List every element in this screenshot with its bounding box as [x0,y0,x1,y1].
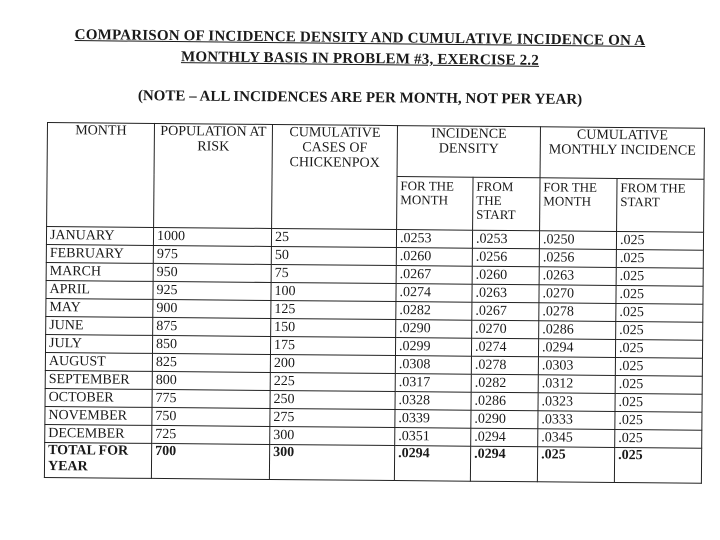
subheader-ci-for-the-month: FOR THE MONTH [540,178,617,232]
cell-ci-start: .025 [616,267,703,286]
cell-cases: 275 [270,408,395,427]
header-cumulative-cases: CUMULATIVE CASES OF CHICKENPOX [272,124,398,229]
cell-id-month: .0253 [396,230,472,249]
cell-month: DECEMBER [45,424,152,443]
cell-ci-start: .025 [615,375,702,394]
cell-month: FEBRUARY [46,244,153,263]
cell-cases: 175 [270,336,395,355]
cell-population-total: 700 [151,443,269,479]
cell-population: 725 [152,425,270,444]
cell-id-start: .0260 [472,266,539,285]
cell-id-month: .0351 [395,428,471,447]
subheader-ci-from-the-start: FROM THE START [617,178,704,232]
cell-month: MARCH [46,262,153,281]
note-text: (NOTE – ALL INCIDENCES ARE PER MONTH, NOT PER YEAR) [137,88,583,108]
cell-ci-start: .025 [615,393,702,412]
cell-ci-month: .0323 [538,393,615,412]
cell-month: APRIL [46,280,153,299]
cell-id-start: .0270 [472,320,539,339]
cell-month: MAY [46,298,153,317]
cell-population: 825 [152,353,270,372]
cell-id-month: .0274 [396,284,472,303]
cell-population: 950 [153,263,271,282]
cell-cases-total: 300 [269,444,394,480]
document-title-line-1: COMPARISON OF INCIDENCE DENSITY AND CUMULATIVE INCIDENCE ON A [74,27,646,49]
cell-month-total: TOTAL FOR YEAR [44,442,151,478]
cell-month: NOVEMBER [45,406,152,425]
cell-cases: 25 [271,228,396,247]
header-incidence-density: INCIDENCE DENSITY [397,126,540,178]
cell-cases: 75 [271,264,396,283]
cell-ci-start: .025 [615,339,702,358]
cell-cases: 125 [271,300,396,319]
cell-population: 1000 [153,227,271,246]
document-title-line-2: MONTHLY BASIS IN PROBLEM #3, EXERCISE 2.2 [180,49,540,69]
cell-id-month-total: .0294 [394,446,470,482]
cell-id-start: .0274 [471,338,538,357]
header-month: MONTH [47,123,155,228]
cell-id-month: .0339 [395,410,471,429]
cell-id-start: .0253 [472,230,539,249]
cell-ci-start: .025 [616,321,703,340]
cell-population: 775 [152,389,270,408]
cell-ci-month: .0286 [539,321,616,340]
cell-id-start: .0267 [472,302,539,321]
cell-id-month: .0328 [395,392,471,411]
cell-ci-month: .0263 [539,267,616,286]
cell-id-month: .0290 [396,320,472,339]
cell-ci-start: .025 [616,285,703,304]
header-population: POPULATION AT RISK [154,123,273,228]
cell-population: 875 [153,317,271,336]
table-body [44,227,703,484]
cell-id-start: .0294 [471,428,538,447]
incidence-table [44,122,705,484]
subheader-id-from-the-start: FROM THE START [473,177,540,231]
cell-id-month: .0299 [395,338,471,357]
cell-ci-month: .0333 [538,411,615,430]
cell-population: 900 [153,299,271,318]
cell-ci-month: .0250 [539,231,616,250]
cell-population: 975 [153,245,271,264]
cell-ci-month: .0312 [538,375,615,394]
cell-cases: 200 [270,354,395,373]
cell-ci-start: .025 [616,231,703,250]
cell-id-month: .0317 [395,374,471,393]
cell-id-start-total: .0294 [470,446,537,482]
cell-cases: 300 [270,426,395,445]
cell-ci-start: .025 [615,357,702,376]
cell-month: AUGUST [45,352,152,371]
cell-id-start: .0263 [472,284,539,303]
cell-ci-month: .0345 [538,429,615,448]
cell-month: JANUARY [46,227,153,246]
cell-id-month: .0308 [395,356,471,375]
table-row-total [44,442,701,483]
cell-ci-start-total: .025 [614,447,701,483]
cell-id-start: .0278 [471,356,538,375]
cell-ci-month: .0278 [539,303,616,322]
cell-month: JUNE [46,316,153,335]
cell-id-start: .0286 [471,392,538,411]
cell-ci-month-total: .025 [537,447,614,483]
cell-id-month: .0267 [396,266,472,285]
cell-cases: 100 [271,282,396,301]
cell-month: OCTOBER [45,388,152,407]
cell-id-start: .0290 [471,410,538,429]
cell-cases: 225 [270,372,395,391]
cell-ci-month: .0256 [539,249,616,268]
cell-cases: 250 [270,390,395,409]
incidence-table-wrapper [44,122,704,528]
cell-population: 925 [153,281,271,300]
header-cumulative-incidence: CUMULATIVE MONTHLY INCIDENCE [540,127,704,179]
cell-population: 750 [152,407,270,426]
cell-population: 800 [152,371,270,390]
cell-ci-start: .025 [616,303,703,322]
cell-ci-start: .025 [616,249,703,268]
subheader-id-for-the-month: FOR THE MONTH [397,177,473,231]
cell-cases: 50 [271,246,396,265]
cell-id-start: .0282 [471,374,538,393]
cell-ci-start: .025 [615,429,702,448]
cell-month: SEPTEMBER [45,370,152,389]
cell-id-month: .0260 [396,248,472,267]
cell-ci-month: .0303 [538,357,615,376]
cell-id-month: .0282 [396,302,472,321]
cell-ci-month: .0294 [538,339,615,358]
cell-ci-month: .0270 [539,285,616,304]
cell-ci-start: .025 [615,411,702,430]
cell-cases: 150 [271,318,396,337]
cell-id-start: .0256 [472,248,539,267]
cell-population: 850 [152,335,270,354]
cell-month: JULY [45,334,152,353]
